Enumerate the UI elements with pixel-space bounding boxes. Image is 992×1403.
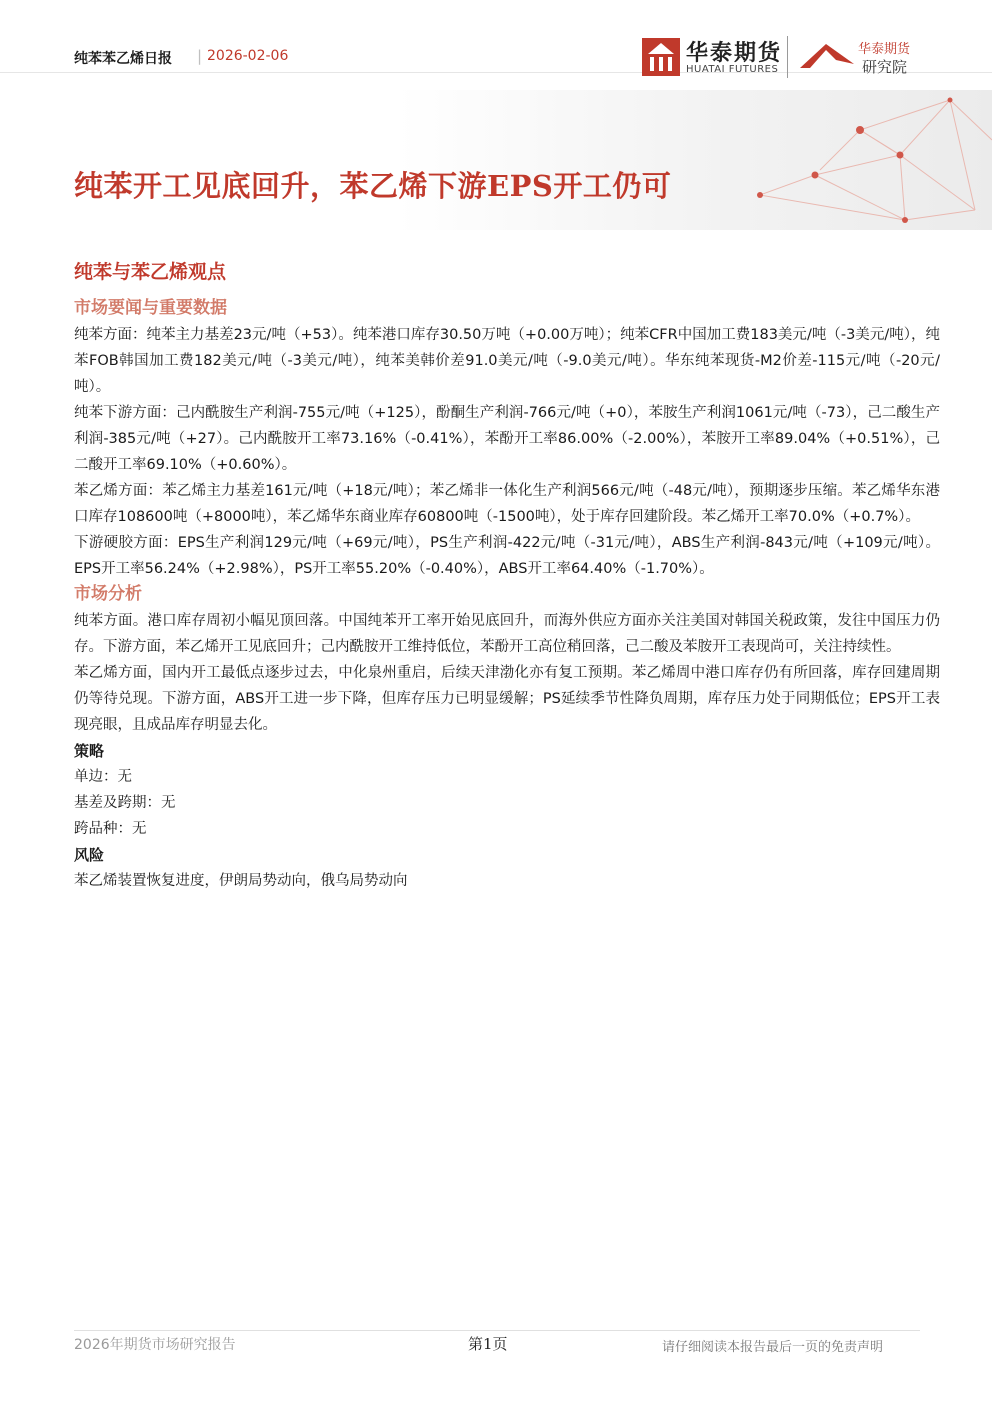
news-paragraph: 苯乙烯方面：苯乙烯主力基差161元/吨（+18元/吨）；苯乙烯非一体化生产利润566元/吨（-48元/吨），预期逐步压缩。苯乙烯华东港口库存108600吨（+8000吨），苯乙烯华东商业库存60800吨（-1500吨），处于库存回建阶段。苯乙烯开工率70.0%（+0.7%）。 bbox=[74, 483, 940, 525]
disclaimer-notice: 请仔细阅读本报告最后一页的免责声明 bbox=[662, 1340, 884, 1355]
strategy-heading: 策略 bbox=[74, 742, 105, 760]
viewpoint-heading: 纯苯与苯乙烯观点 bbox=[74, 261, 227, 283]
strategy-item: 单边：无 bbox=[74, 769, 132, 785]
report-header bbox=[0, 0, 992, 230]
report-name: 纯苯苯乙烯日报 bbox=[74, 51, 172, 67]
footer-divider bbox=[74, 1330, 920, 1331]
report-title: 纯苯开工见底回升，苯乙烯下游EPS开工仍可 bbox=[74, 169, 672, 203]
analysis-heading: 市场分析 bbox=[74, 584, 142, 604]
analysis-paragraph: 苯乙烯方面，国内开工最低点逐步过去，中化泉州重启，后续天津渤化亦有复工预期。苯乙烯周中港口库存仍有所回落，库存回建周期仍等待兑现。下游方面，ABS开工进一步下降，但库存压力已明显缓解；PS延续季节性降负周期，库存压力处于同期低位；EPS开工表现亮眼，且成品库存明显去化。 bbox=[74, 665, 940, 733]
strategy-item: 基差及跨期：无 bbox=[74, 795, 176, 811]
logo-divider bbox=[787, 36, 788, 78]
news-paragraph: 纯苯方面：纯苯主力基差23元/吨（+53）。纯苯港口库存30.50万吨（+0.00万吨）；纯苯CFR中国加工费183美元/吨（-3美元/吨），纯苯FOB韩国加工费182美元/吨（-3美元/吨），纯苯美韩价差91.0美元/吨（-9.0美元/吨）。华东纯苯现货-M2价差-115元/吨（-20元/吨）。 bbox=[74, 327, 940, 395]
institute-name-line1: 华泰期货 bbox=[858, 42, 911, 57]
news-paragraph: 下游硬胶方面：EPS生产利润129元/吨（+69元/吨），PS生产利润-422元/吨（-31元/吨），ABS生产利润-843元/吨（+109元/吨）。EPS开工率56.24%（+2.98%），PS开工率55.20%（-0.40%），ABS开工率64.40%（-1.70%）。 bbox=[74, 535, 940, 577]
risk-heading: 风险 bbox=[74, 846, 105, 864]
company-name-cn: 华泰期货 bbox=[686, 41, 783, 66]
company-name-en: HUATAI FUTURES bbox=[686, 64, 779, 75]
huatai-logo-icon bbox=[642, 38, 680, 76]
institute-logo-icon bbox=[796, 38, 858, 74]
news-heading: 市场要闻与重要数据 bbox=[74, 298, 227, 318]
page-number: 第1页 bbox=[468, 1335, 508, 1353]
report-body bbox=[74, 258, 940, 894]
footer-report-series: 2026年期货市场研究报告 bbox=[74, 1337, 236, 1353]
page-footer bbox=[0, 1318, 992, 1378]
strategy-item: 跨品种：无 bbox=[74, 821, 147, 837]
header-separator: | bbox=[197, 47, 203, 65]
institute-name-line2: 研究院 bbox=[862, 58, 908, 76]
analysis-paragraph: 纯苯方面。港口库存周初小幅见顶回落。中国纯苯开工率开始见底回升，而海外供应方面亦关注美国对韩国关税政策，发往中国压力仍存。下游方面，苯乙烯开工见底回升；己内酰胺开工维持低位，苯酚开工高位稍回落，己二酸及苯胺开工表现尚可，关注持续性。 bbox=[74, 613, 940, 655]
news-paragraph: 纯苯下游方面：己内酰胺生产利润-755元/吨（+125），酚酮生产利润-766元/吨（+0），苯胺生产利润1061元/吨（-73），己二酸生产利润-385元/吨（+27）。己内酰胺开工率73.16%（-0.41%），苯酚开工率86.00%（-2.00%），苯胺开工率89.04%（+0.51%），己二酸开工率69.10%（+0.60%）。 bbox=[74, 405, 940, 473]
network-decoration-icon bbox=[560, 70, 992, 230]
report-date: 2026-02-06 bbox=[207, 48, 289, 64]
risk-text: 苯乙烯装置恢复进度，伊朗局势动向，俄乌局势动向 bbox=[74, 873, 408, 889]
